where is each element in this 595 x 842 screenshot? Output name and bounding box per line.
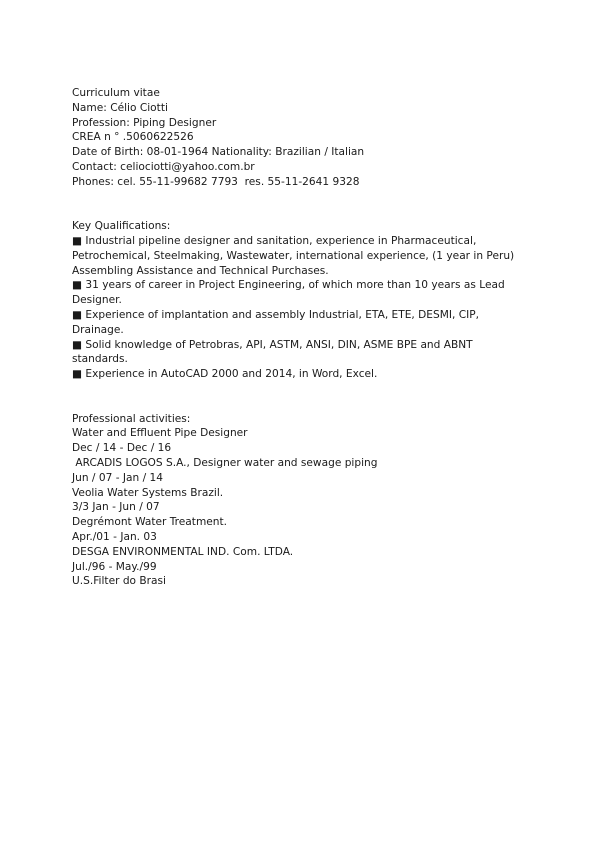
personal-info: [72, 86, 522, 190]
employer-line: U.S.Filter do Brasi: [72, 575, 166, 588]
date-range: 3/3 Jan - Jun / 07: [72, 501, 160, 514]
date-range: Apr./01 - Jan. 03: [72, 530, 157, 543]
qualification-item: ■ Industrial pipeline designer and sanitation, experience in Pharmaceutical, Petrochemical, Steelmaking, Wastewater, international experience, (1 year in Peru) Assembling Assistance and Technical Purchases.: [72, 234, 518, 277]
qualifications-heading: Key Qualifications:: [72, 220, 171, 233]
date-range: Jun / 07 - Jan / 14: [72, 471, 164, 484]
employer-line: Degrémont Water Treatment.: [72, 516, 228, 529]
employer-line: Veolia Water Systems Brazil.: [72, 486, 224, 499]
date-range: Dec / 14 - Dec / 16: [72, 442, 172, 455]
employer-line: ARCADIS LOGOS S.A., Designer water and sewage piping: [72, 456, 378, 469]
activities-heading: Professional activities:: [72, 412, 191, 425]
job-title-line: Water and Effluent Pipe Designer: [72, 427, 248, 440]
employer-line: DESGA ENVIRONMENTAL IND. Com. LTDA.: [72, 545, 294, 558]
profession-line: Profession: Piping Designer: [72, 116, 217, 129]
qualification-item: ■ 31 years of career in Project Engineering, of which more than 10 years as Lead Designer.: [72, 279, 509, 307]
phones-line: Phones: cel. 55-11-99682 7793 res. 55-11-2641 9328: [72, 175, 360, 188]
qualification-item: ■ Experience of implantation and assembly Industrial, ETA, ETE, DESMI, CIP, Drainage.: [72, 308, 483, 336]
birth-nationality-line: Date of Birth: 08-01-1964 Nationality: Brazilian / Italian: [72, 146, 365, 159]
professional-activities-section: [72, 412, 522, 590]
contact-line: Contact: celiociotti@yahoo.com.br: [72, 160, 255, 173]
date-range: Jul./96 - May./99: [72, 560, 157, 573]
qualification-item: ■ Solid knowledge of Petrobras, API, ASTM, ANSI, DIN, ASME BPE and ABNT standards.: [72, 338, 477, 366]
key-qualifications-section: [72, 219, 522, 382]
name-line: Name: Célio Ciotti: [72, 101, 168, 114]
cv-content: [72, 86, 522, 589]
crea-line: CREA n ° .5060622526: [72, 131, 194, 144]
qualification-item: ■ Experience in AutoCAD 2000 and 2014, in Word, Excel.: [72, 368, 378, 381]
document-title: Curriculum vitae: [72, 87, 160, 99]
